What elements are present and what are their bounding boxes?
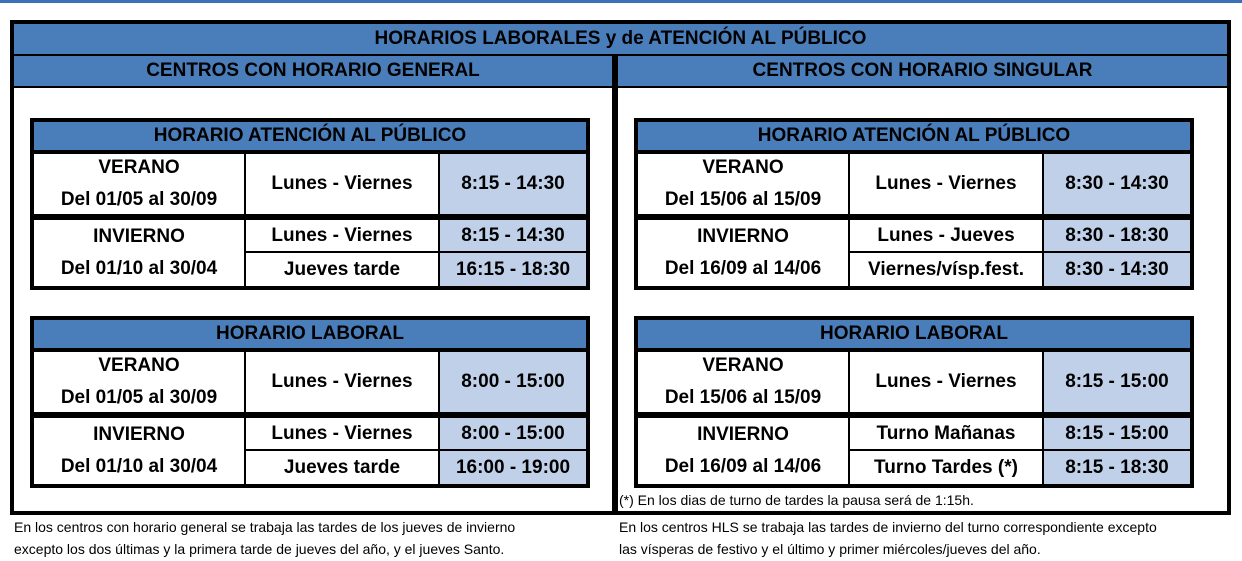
winter-period [34, 220, 246, 286]
date-range: Del 15/06 al 15/09 [664, 189, 822, 210]
days-cell: Lunes - Viernes [246, 352, 440, 414]
footnote-line: En los centros HLS se trabaja las tardes de invierno del turno correspondiente excepto [619, 519, 1157, 535]
singular-centers-heading: CENTROS CON HORARIO SINGULAR [618, 56, 1227, 88]
footnote-line: excepto los dos últimas y la primera tarde de jueves del año, y el jueves Santo. [14, 541, 505, 557]
days-cell: Lunes - Viernes [246, 220, 440, 253]
season-label: VERANO [98, 355, 180, 376]
main-title: HORARIOS LABORALES y de ATENCIÓN AL PÚBLICO [14, 24, 1227, 56]
footnote-line: las vísperas de festivo y el último y primer miércoles/jueves del año. [619, 541, 1041, 557]
days-cell: Jueves tarde [246, 451, 440, 484]
top-rule [0, 0, 1242, 3]
hours-cell: 8:00 - 15:00 [440, 352, 586, 414]
summer-period [638, 352, 850, 414]
days-cell: Jueves tarde [246, 253, 440, 286]
singular-public-hours-table [634, 118, 1194, 290]
hours-cell: 8:30 - 14:30 [1044, 154, 1190, 216]
date-range: Del 01/05 al 30/09 [60, 189, 218, 210]
hours-cell: 8:15 - 18:30 [1044, 451, 1190, 484]
general-footnote [14, 516, 515, 560]
table-title: HORARIO ATENCIÓN AL PÚBLICO [34, 122, 586, 154]
hours-cell: 16:00 - 19:00 [440, 451, 586, 484]
season-label: INVIERNO [697, 424, 789, 445]
hours-cell: 8:15 - 14:30 [440, 154, 586, 216]
summer-period [34, 352, 246, 414]
season-label: VERANO [702, 355, 784, 376]
date-range: Del 16/09 al 14/06 [664, 456, 822, 477]
singular-work-hours-table [634, 316, 1194, 488]
singular-footnote [619, 516, 1157, 560]
season-label: INVIERNO [697, 226, 789, 247]
winter-period [34, 418, 246, 484]
season-label: INVIERNO [93, 226, 185, 247]
days-cell: Viernes/vísp.fest. [850, 253, 1044, 286]
hours-cell: 8:30 - 14:30 [1044, 253, 1190, 286]
days-cell: Lunes - Viernes [850, 352, 1044, 414]
days-cell: Lunes - Viernes [246, 154, 440, 216]
winter-period [638, 220, 850, 286]
winter-period [638, 418, 850, 484]
hours-cell: 8:00 - 15:00 [440, 418, 586, 451]
days-cell: Turno Mañanas [850, 418, 1044, 451]
days-cell: Turno Tardes (*) [850, 451, 1044, 484]
table-title: HORARIO LABORAL [638, 320, 1190, 352]
hours-cell: 8:15 - 14:30 [440, 220, 586, 253]
summer-period [34, 154, 246, 216]
table-title: HORARIO ATENCIÓN AL PÚBLICO [638, 122, 1190, 154]
season-label: VERANO [98, 157, 180, 178]
hours-cell: 16:15 - 18:30 [440, 253, 586, 286]
season-label: INVIERNO [93, 424, 185, 445]
date-range: Del 01/05 al 30/09 [60, 387, 218, 408]
general-work-hours-table [30, 316, 590, 488]
general-public-hours-table [30, 118, 590, 290]
table-title: HORARIO LABORAL [34, 320, 586, 352]
column-divider [612, 56, 618, 515]
footnote-line: En los centros con horario general se trabaja las tardes de los jueves de invierno [14, 519, 516, 535]
general-centers-heading: CENTROS CON HORARIO GENERAL [14, 56, 612, 88]
days-cell: Lunes - Jueves [850, 220, 1044, 253]
hours-cell: 8:15 - 15:00 [1044, 352, 1190, 414]
date-range: Del 01/10 al 30/04 [60, 258, 218, 279]
hours-cell: 8:30 - 18:30 [1044, 220, 1190, 253]
days-cell: Lunes - Viernes [850, 154, 1044, 216]
date-range: Del 15/06 al 15/09 [664, 387, 822, 408]
summer-period [638, 154, 850, 216]
schedule-table [10, 20, 1231, 515]
season-label: VERANO [702, 157, 784, 178]
date-range: Del 16/09 al 14/06 [664, 258, 822, 279]
hours-cell: 8:15 - 15:00 [1044, 418, 1190, 451]
date-range: Del 01/10 al 30/04 [60, 456, 218, 477]
days-cell: Lunes - Viernes [246, 418, 440, 451]
afternoon-shift-note: (*) En los dias de turno de tardes la pausa será de 1:15h. [619, 492, 974, 508]
